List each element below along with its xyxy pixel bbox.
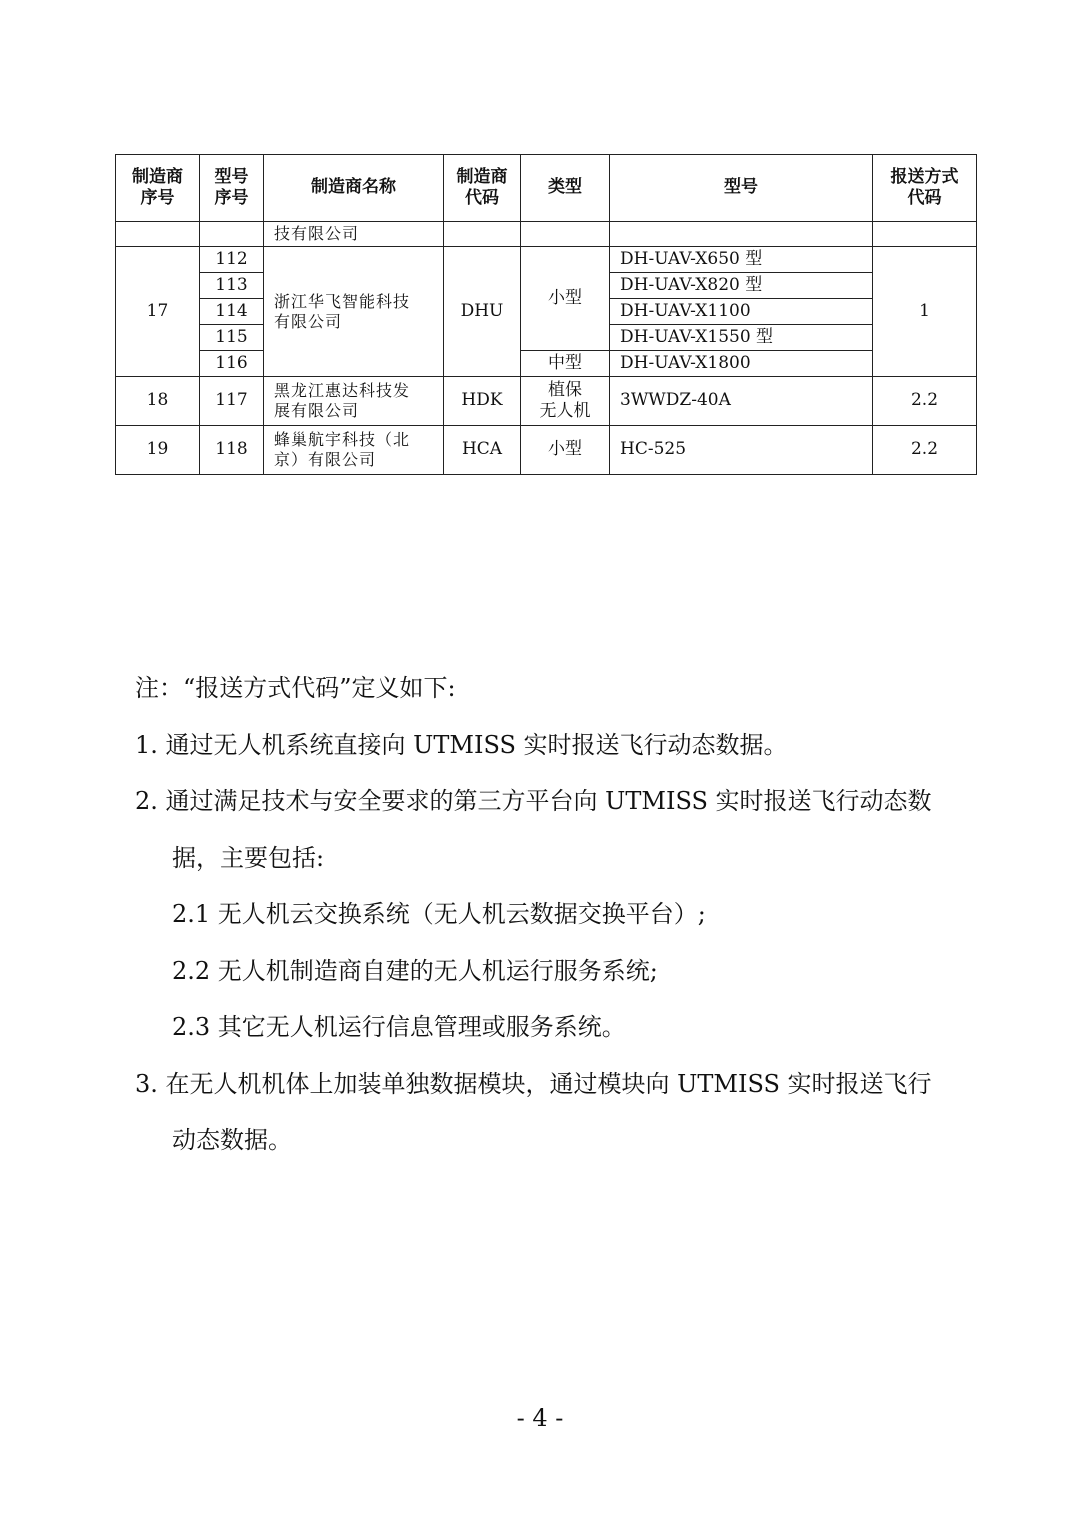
cell-report-code: 1 <box>873 247 977 377</box>
note-item-2-2: 2.2 无人机制造商自建的无人机运行服务系统; <box>172 956 658 985</box>
cell-mfr-name: 黑龙江惠达科技发 展有限公司 <box>264 377 444 426</box>
note-item-3-continued: 动态数据。 <box>172 1126 292 1154</box>
cell-model-seq: 114 <box>200 299 264 325</box>
notes-section <box>135 660 975 1169</box>
cell-type: 小型 <box>521 426 610 475</box>
cell-model: 3WWDZ-40A <box>610 377 873 426</box>
cell-model-seq: 117 <box>200 377 264 426</box>
cell-model-seq: 113 <box>200 273 264 299</box>
cell-model-seq: 118 <box>200 426 264 475</box>
cell-mfr-code: HCA <box>444 426 521 475</box>
cell-report-code: 2.2 <box>873 426 977 475</box>
note-item-2-continued: 据，主要包括: <box>172 843 325 872</box>
note-item-2-1: 2.1 无人机云交换系统（无人机云数据交换平台）; <box>172 900 706 928</box>
table-row <box>116 222 977 247</box>
cell-model: DH-UAV-X1800 <box>610 351 873 377</box>
table-header-row <box>116 155 977 222</box>
cell-report-code: 2.2 <box>873 377 977 426</box>
cell-model: DH-UAV-X1550 型 <box>610 325 873 351</box>
table-row <box>116 377 977 426</box>
cell-mfr-seq: 18 <box>116 377 200 426</box>
header-model: 型号 <box>610 155 873 222</box>
table-row <box>116 426 977 475</box>
manufacturer-table <box>115 154 977 475</box>
header-type: 类型 <box>521 155 610 222</box>
note-item-3: 3. 在无人机机体上加装单独数据模块，通过模块向 UTMISS 实时报送飞行 <box>135 1069 932 1098</box>
cell-model-seq: 112 <box>200 247 264 273</box>
note-item-1: 1. 通过无人机系统直接向 UTMISS 实时报送飞行动态数据。 <box>135 730 788 759</box>
header-mfr-code: 制造商 代码 <box>444 155 521 222</box>
cell-mfr-code: HDK <box>444 377 521 426</box>
cell-model: DH-UAV-X820 型 <box>610 273 873 299</box>
cell-model-seq: 116 <box>200 351 264 377</box>
notes-title: 注：“报送方式代码”定义如下: <box>135 674 456 702</box>
cell-model-seq: 115 <box>200 325 264 351</box>
cell-mfr-seq: 17 <box>116 247 200 377</box>
header-model-seq: 型号 序号 <box>200 155 264 222</box>
cell-mfr-name: 浙江华飞智能科技 有限公司 <box>264 247 444 377</box>
cell-model: DH-UAV-X1100 <box>610 299 873 325</box>
cell-model: DH-UAV-X650 型 <box>610 247 873 273</box>
cell-type: 中型 <box>521 351 610 377</box>
cell-mfr-code: DHU <box>444 247 521 377</box>
cell-type: 小型 <box>521 247 610 351</box>
cell-model: HC-525 <box>610 426 873 475</box>
header-mfr-name: 制造商名称 <box>264 155 444 222</box>
table-row <box>116 351 977 377</box>
cell-mfr-name: 技有限公司 <box>264 222 444 247</box>
header-report-code: 报送方式 代码 <box>873 155 977 222</box>
header-mfr-seq: 制造商 序号 <box>116 155 200 222</box>
cell-type: 植保 无人机 <box>521 377 610 426</box>
note-item-2-3: 2.3 其它无人机运行信息管理或服务系统。 <box>172 1013 626 1041</box>
page-number: - 4 - <box>516 1404 564 1432</box>
cell-mfr-name: 蜂巢航宇科技（北 京）有限公司 <box>264 426 444 475</box>
note-item-2: 2. 通过满足技术与安全要求的第三方平台向 UTMISS 实时报送飞行动态数 <box>135 787 932 815</box>
cell-mfr-seq: 19 <box>116 426 200 475</box>
table-row <box>116 247 977 273</box>
